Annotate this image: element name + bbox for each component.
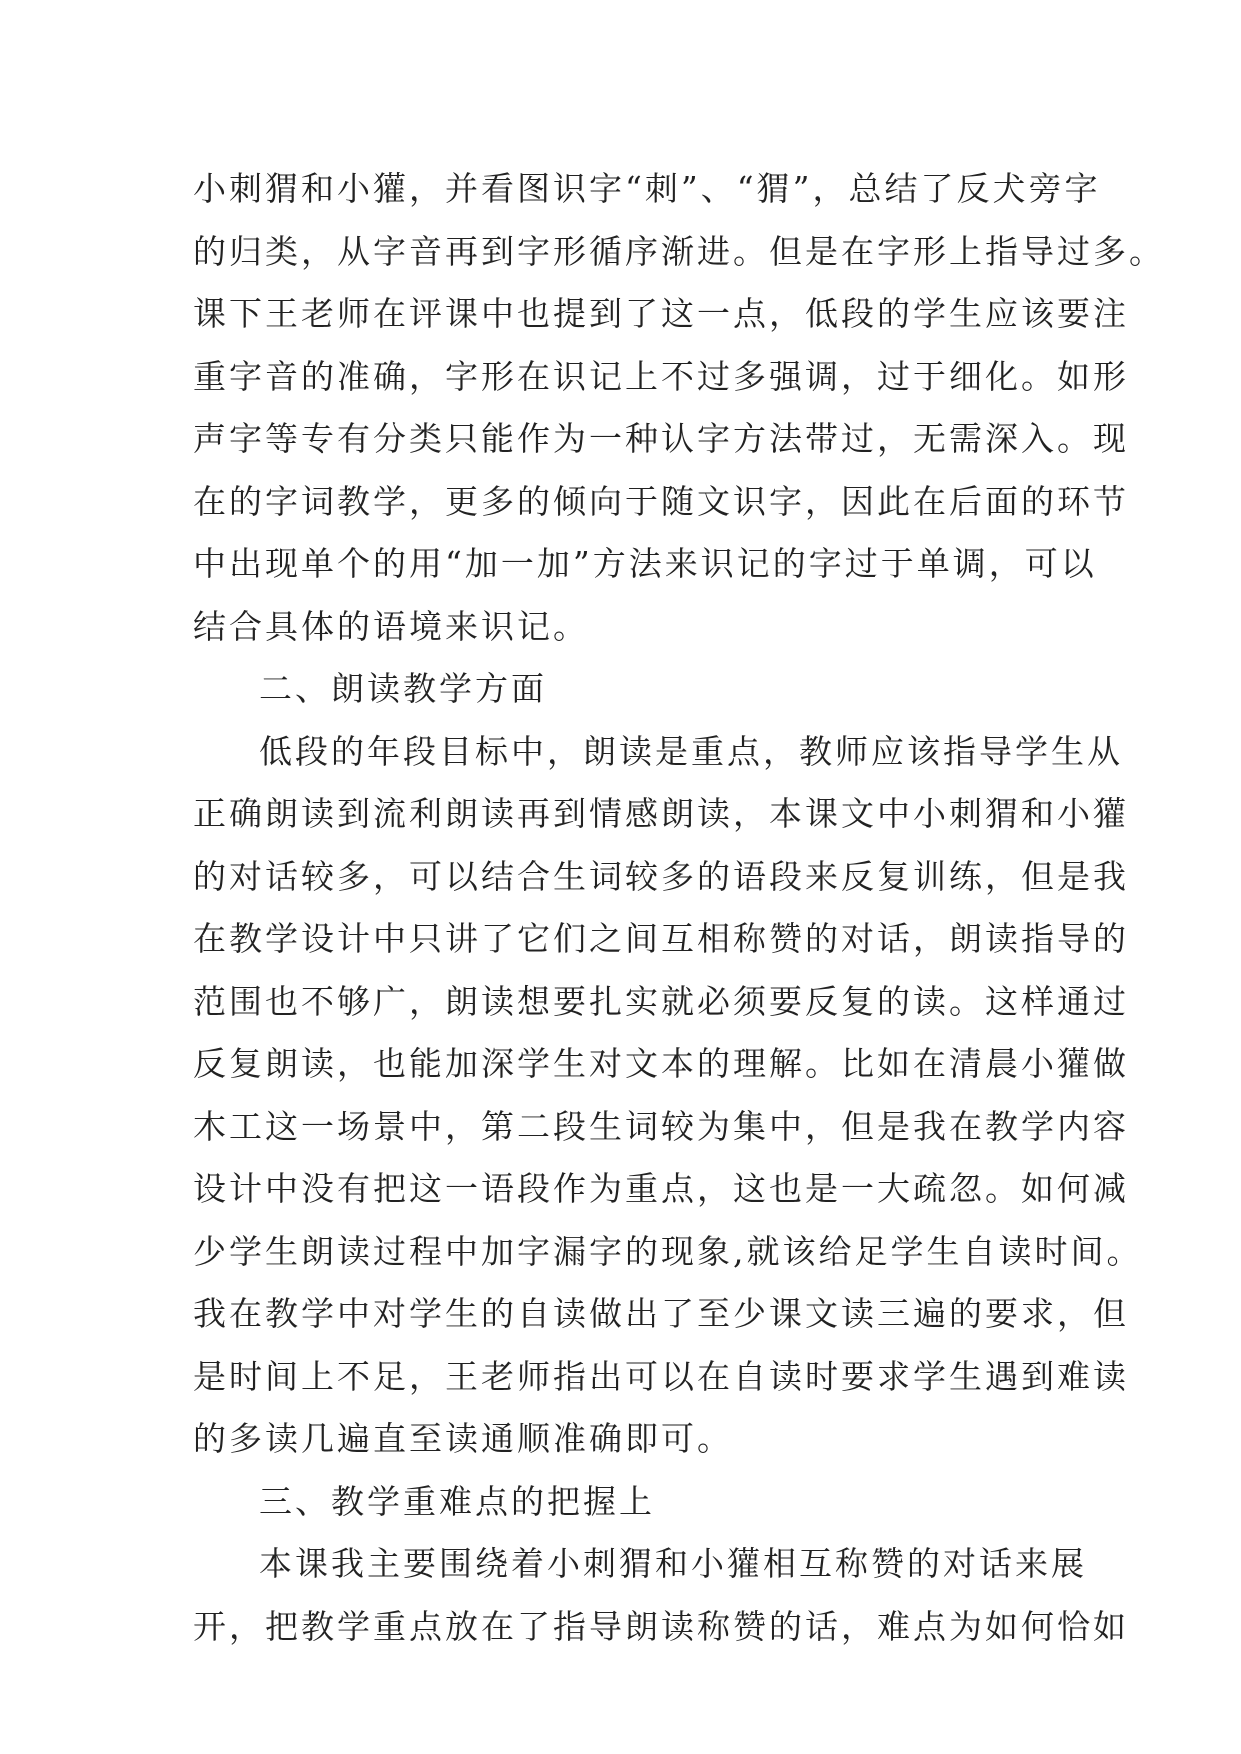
text-line: 我在教学中对学生的自读做出了至少课文读三遍的要求，但 (193, 1294, 1129, 1333)
text-line: 重字音的准确，字形在识记上不过多强调，过于细化。如形 (193, 356, 1129, 396)
text-line: 本课我主要围绕着小刺猬和小獾相互称赞的对话来展 (259, 1544, 1087, 1583)
text-line: 三、教学重难点的把握上 (259, 1481, 655, 1521)
text-line: 的归类，从字音再到字形循序渐进。但是在字形上指导过多。 (193, 231, 1165, 271)
text-line: 正确朗读到流利朗读再到情感朗读，本课文中小刺猬和小獾 (193, 794, 1129, 833)
text-line: 低段的年段目标中，朗读是重点，教师应该指导学生从 (259, 731, 1123, 771)
text-line: 小刺猬和小獾，并看图识字“刺”、“猬”，总结了反犬旁字 (193, 169, 1101, 208)
text-line: 木工这一场景中，第二段生词较为集中，但是我在教学内容 (193, 1106, 1129, 1146)
text-line: 在教学设计中只讲了它们之间互相称赞的对话，朗读指导的 (193, 919, 1129, 958)
text-line: 是时间上不足，王老师指出可以在自读时要求学生遇到难读 (193, 1356, 1129, 1396)
text-line: 反复朗读，也能加深学生对文本的理解。比如在清晨小獾做 (193, 1044, 1129, 1083)
text-line: 少学生朗读过程中加字漏字的现象,就该给足学生自读时间。 (193, 1231, 1143, 1271)
text-line: 中出现单个的用“加一加”方法来识记的字过于单调，可以 (193, 544, 1097, 583)
text-line: 范围也不够广，朗读想要扎实就必须要反复的读。这样通过 (193, 981, 1129, 1021)
body-text (193, 158, 1165, 1658)
text-line: 在的字词教学，更多的倾向于随文识字，因此在后面的环节 (193, 481, 1129, 521)
text-line: 结合具体的语境来识记。 (193, 606, 589, 646)
text-line: 课下王老师在评课中也提到了这一点，低段的学生应该要注 (193, 294, 1129, 333)
text-line: 二、朗读教学方面 (259, 669, 547, 708)
text-line: 的对话较多，可以结合生词较多的语段来反复训练，但是我 (193, 856, 1129, 896)
text-line: 声字等专有分类只能作为一种认字方法带过，无需深入。现 (193, 419, 1129, 458)
text-line: 开，把教学重点放在了指导朗读称赞的话，难点为如何恰如 (193, 1606, 1129, 1646)
text-line: 设计中没有把这一语段作为重点，这也是一大疏忽。如何减 (193, 1169, 1129, 1208)
text-line: 的多读几遍直至读通顺准确即可。 (193, 1419, 733, 1458)
